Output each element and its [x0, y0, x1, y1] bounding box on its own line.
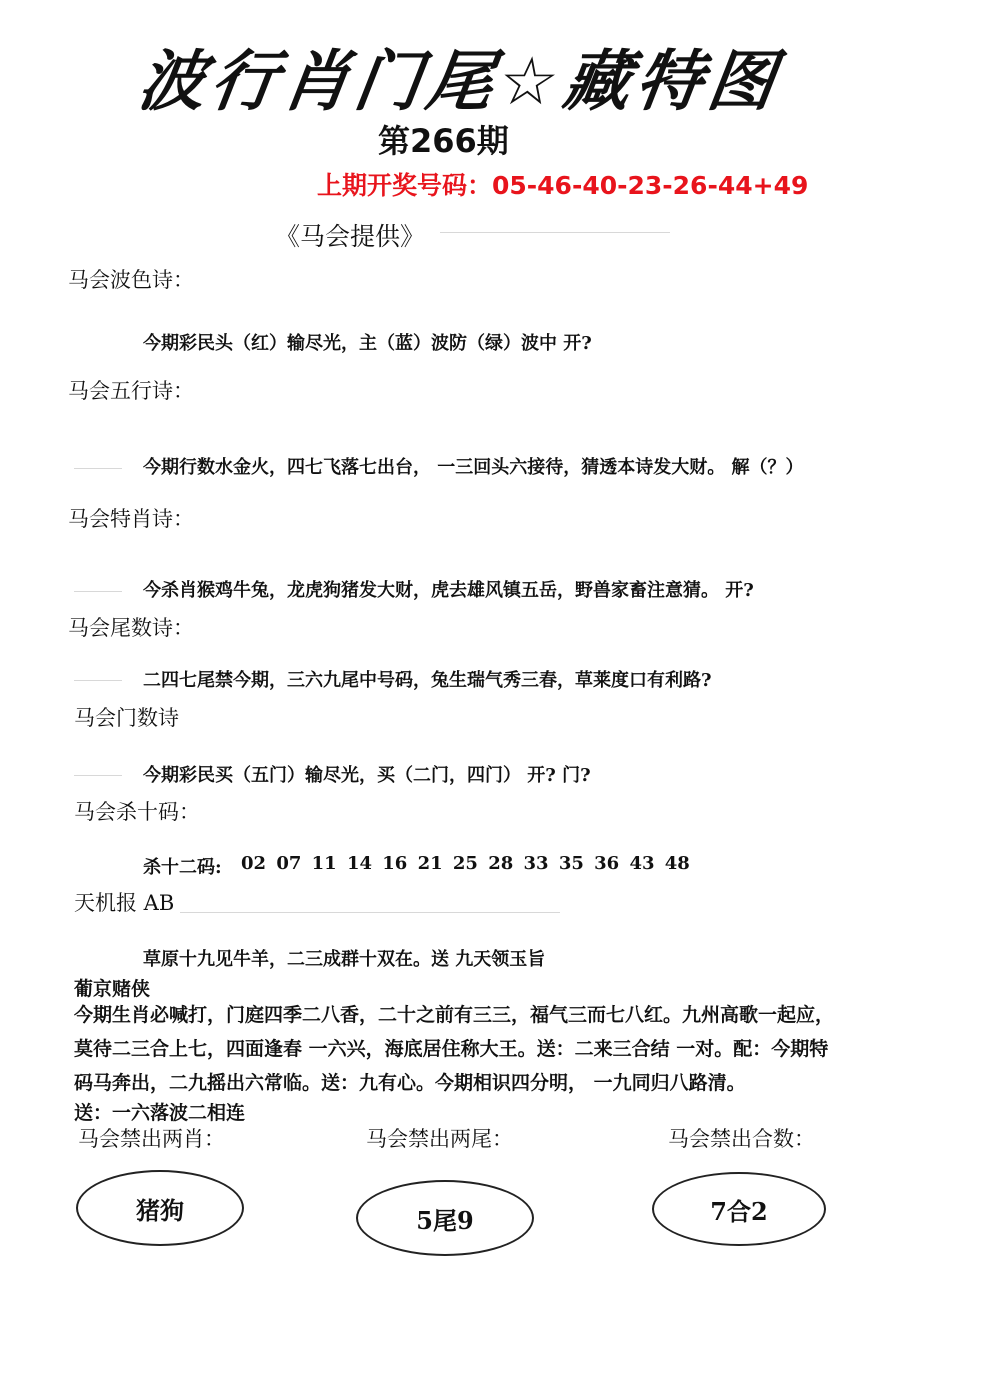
issue-number: 第266期: [378, 122, 509, 160]
divider: [74, 775, 122, 776]
divider: [180, 912, 560, 913]
kill-ten-numbers: 02 07 11 14 16 21 25 28 33 35 36 43 48: [241, 853, 690, 874]
wave-color-poem: 今期彩民头（红）输尽光，主（蓝）波防（绿）波中 开?: [143, 333, 592, 354]
page-title: 波行肖门尾☆藏特图: [133, 43, 786, 120]
divider: [74, 680, 122, 681]
divider: [74, 591, 122, 592]
forbidden-tail-label: 马会禁出两尾：: [366, 1127, 513, 1151]
five-elements-poem: 今期行数水金火，四七飞落七出台， 一三回头六接待，猜透本诗发大财。 解（？）: [143, 457, 804, 478]
kill-ten-heading: 马会杀十码：: [74, 800, 200, 824]
putao-heading: 葡京赌侠: [74, 978, 151, 1000]
forbidden-sum-value: 7合2: [710, 1196, 768, 1226]
forbidden-sum-oval: [652, 1172, 826, 1246]
tianji-text: 草原十九见牛羊，二三成群十双在。送 九天领玉旨: [143, 949, 546, 970]
putao-line: 莫待二三合上七，四面逢春 一六兴，海底居住称大王。送：二来三合结 一对。配：今期特: [74, 1038, 829, 1060]
forbidden-tail-value: 5尾9: [416, 1205, 474, 1235]
door-number-heading: 马会门数诗: [74, 706, 179, 730]
tail-number-heading: 马会尾数诗：: [68, 616, 194, 640]
putao-line: 送：一六落波二相连: [74, 1102, 246, 1124]
forbidden-sum-label: 马会禁出合数：: [668, 1127, 815, 1151]
divider: [440, 232, 670, 233]
putao-line: 今期生肖必喊打，门庭四季二八香，二十之前有三三，福气三而七八红。九州高歌一起应，: [74, 1004, 835, 1026]
forbidden-zodiac-value: 猪狗: [136, 1195, 184, 1225]
forbidden-zodiac-label: 马会禁出两肖：: [78, 1127, 225, 1151]
wave-color-heading: 马会波色诗：: [68, 268, 194, 292]
putao-line: 码马奔出，二九摇出六常临。送：九有心。今期相识四分明， 一九同归八路清。: [74, 1072, 746, 1094]
last-draw-numbers: 上期开奖号码：05-46-40-23-26-44+49: [317, 171, 809, 200]
tail-number-poem: 二四七尾禁今期，三六九尾中号码，兔生瑞气秀三春，草莱度口有利路?: [143, 670, 712, 691]
tianji-heading: 天机报 AB: [74, 891, 175, 915]
forbidden-zodiac-oval: [76, 1170, 244, 1246]
forbidden-tail-oval: [356, 1180, 534, 1256]
provider-label: 《马会提供》: [275, 222, 426, 251]
door-number-poem: 今期彩民买（五门）输尽光，买（二门，四门） 开? 门?: [143, 765, 591, 786]
five-elements-heading: 马会五行诗：: [68, 379, 194, 403]
special-zodiac-heading: 马会特肖诗：: [68, 507, 194, 531]
divider: [74, 468, 122, 469]
special-zodiac-poem: 今杀肖猴鸡牛兔，龙虎狗猪发大财，虎去雄风镇五岳，野兽家畜注意猜。 开?: [143, 580, 754, 601]
putao-paragraph: [74, 998, 874, 1126]
kill-ten-label: 杀十二码:: [143, 857, 222, 878]
